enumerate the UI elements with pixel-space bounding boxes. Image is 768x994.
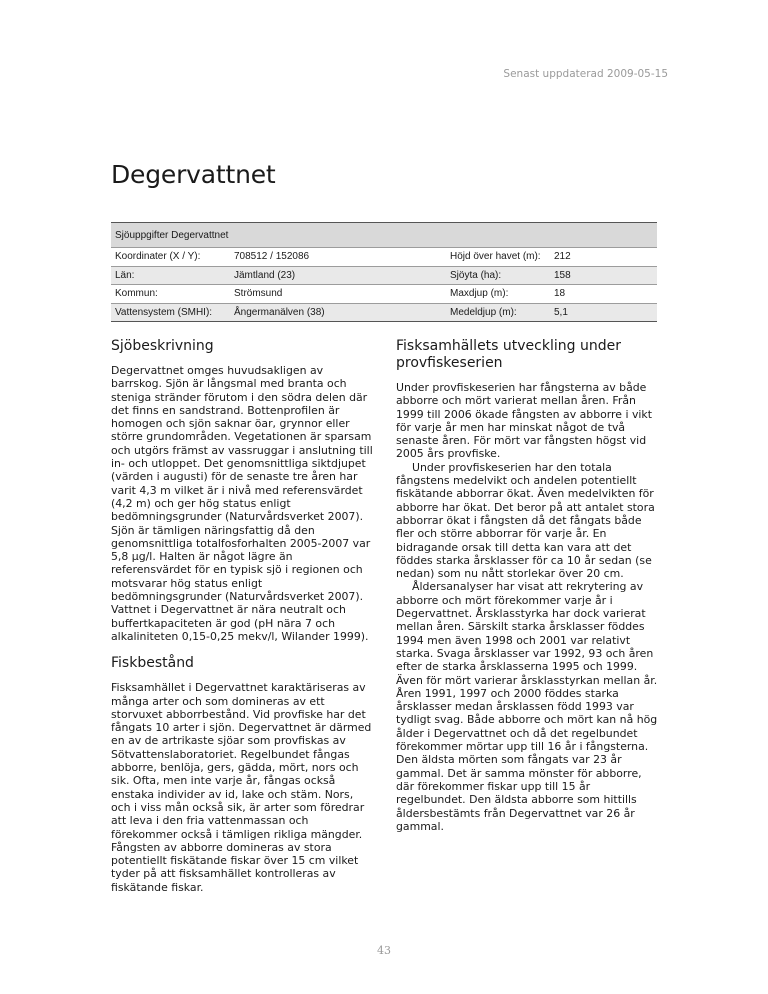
paragraph: Under provfiskeserien har fångsterna av både abborre och mört varierat mellan åren. Från 1999 till 2006 ökade fångsten av abborre i vikt för varje år men har minskat något de två senaste åren. För mört var fångsten högst vid 2005 års provfiske.: [396, 381, 652, 461]
lake-description-text: Degervattnet omges huvudsakligen av barrskog. Sjön är långsmal med branta och steniga stränder förutom i den södra delen där det finns en sandstrand. Bottenprofilen är homogen och sjön saknar öar, grynnor eller större grundområden. Vegetationen är sparsam och utgörs främst av vassruggar i anslutning till in- och utloppet. Det genomsnittliga siktdjupet (värden i augusti) för de senaste tre åren har varit 4,3 m vilket är i nivå med referensvärdet (4,2 m) och ger hög status enligt bedömningsgrunder (Naturvårdsverket 2007). Sjön är tämligen näringsfattig då den genomsnittliga totalfosforhalten 2005-2007 var 5,8 µg/l. Halten är något lägre än referensvärdet för en typisk sjö i regionen och motsvarar hög status enligt bedömningsgrunder (Naturvårdsverket 2007). Vattnet i Degervattnet är nära neutralt och buffertkapaciteten är god (pH nära 7 och alkaliniteten 0,15-0,25 mekv/l, Wilander 1999).: [111, 364, 373, 643]
lake-info-caption: Sjöuppgifter Degervattnet: [111, 223, 657, 248]
fish-stock-text: Fisksamhället i Degervattnet karaktäriseras av många arter och som domineras av ett storvuxet abborrbestånd. Vid provfiske har det fångats 10 arter i sjön. Degervattnet är därmed en av de artrikaste sjöar som provfiskas av Sötvattenslaboratoriet. Regelbundet fångas abborre, benlöja, gers, gädda, mört, nors och sik. Ofta, men inte varje år, fångas också enstaka individer av id, lake och stäm. Nors, och i viss mån också sik, är arter som föredrar att leva i den fria vattenmassan och förekommer också i tämligen rikliga mängder. Fångsten av abborre domineras av stora potentiellt fiskätande fiskar över 15 cm vilket tyder på att fisksamhället kontrolleras av fiskätande fiskar.: [111, 681, 372, 894]
info-label: Höjd över havet (m):: [446, 248, 550, 267]
lake-info-row: [111, 248, 657, 267]
last-updated-date: Senast uppdaterad 2009-05-15: [503, 68, 668, 80]
lake-info-row: [111, 266, 657, 285]
left-column: [111, 338, 373, 894]
info-value: Strömsund: [230, 285, 446, 304]
page-number: 43: [377, 944, 391, 957]
info-label: Kommun:: [111, 285, 230, 304]
info-value: Jämtland (23): [230, 266, 446, 285]
lake-info-row: [111, 303, 657, 322]
section-heading-lake-description: Sjöbeskrivning: [111, 338, 214, 354]
section-heading-fish-stock: Fiskbestånd: [111, 655, 194, 672]
info-label: Sjöyta (ha):: [446, 266, 550, 285]
lake-info-table: [111, 222, 657, 322]
info-value: 18: [550, 285, 657, 304]
info-value: 158: [550, 266, 657, 285]
info-value: Ångermanälven (38): [230, 303, 446, 322]
info-label: Maxdjup (m):: [446, 285, 550, 304]
page-title: Degervattnet: [111, 160, 276, 189]
info-label: Medeldjup (m):: [446, 303, 550, 322]
lake-info-caption-row: [111, 223, 657, 248]
paragraph: Åldersanalyser har visat att rekrytering av abborre och mört förekommer varje år i Degervattnet. Årsklasstyrka har dock varierat mellan åren. Särskilt starka årsklasser föddes 1994 men även 1998 och 2001 var relativt starka. Svaga årsklasser var 1992, 93 och åren efter de starka årsklasserna 1995 och 1999. Även för mört varierar årsklasstyrkan mellan år. Åren 1991, 1997 och 2000 föddes starka årsklasser medan årsklassen född 1993 var tydligt svag. Både abborre och mört kan nå hög ålder i Degervattnet och då det regelbundet förekommer mörtar upp till 16 år i fångsterna. Den äldsta mörten som fångats var 23 år gammal. Det är samma mönster för abborre, där förekommer fiskar upp till 15 år regelbundet. Den äldsta abborre som hittills åldersbestämts från Degervattnet var 26 år gammal.: [396, 580, 658, 833]
info-value: 212: [550, 248, 657, 267]
info-value: 5,1: [550, 303, 657, 322]
info-label: Koordinater (X / Y):: [111, 248, 230, 267]
section-heading-fish-community-development: Fisksamhällets utveckling under provfiskeserien: [396, 338, 621, 371]
lake-info-row: [111, 285, 657, 304]
info-label: Län:: [111, 266, 230, 285]
right-column: [396, 338, 658, 833]
paragraph: Under provfiskeserien har den totala fångstens medelvikt och andelen potentiellt fiskätande abborrar ökat. Även medelvikten för abborre har ökat. Det beror på att antalet stora abborrar ökat i fångsten då det fångats både fler och större abborrar för varje år. En bidragande orsak till detta kan vara att det föddes starka årsklasser för ca 10 år sedan (se nedan) som nu nått storlekar över 20 cm.: [396, 460, 655, 581]
info-value: 708512 / 152086: [230, 248, 446, 267]
info-label: Vattensystem (SMHI):: [111, 303, 230, 322]
